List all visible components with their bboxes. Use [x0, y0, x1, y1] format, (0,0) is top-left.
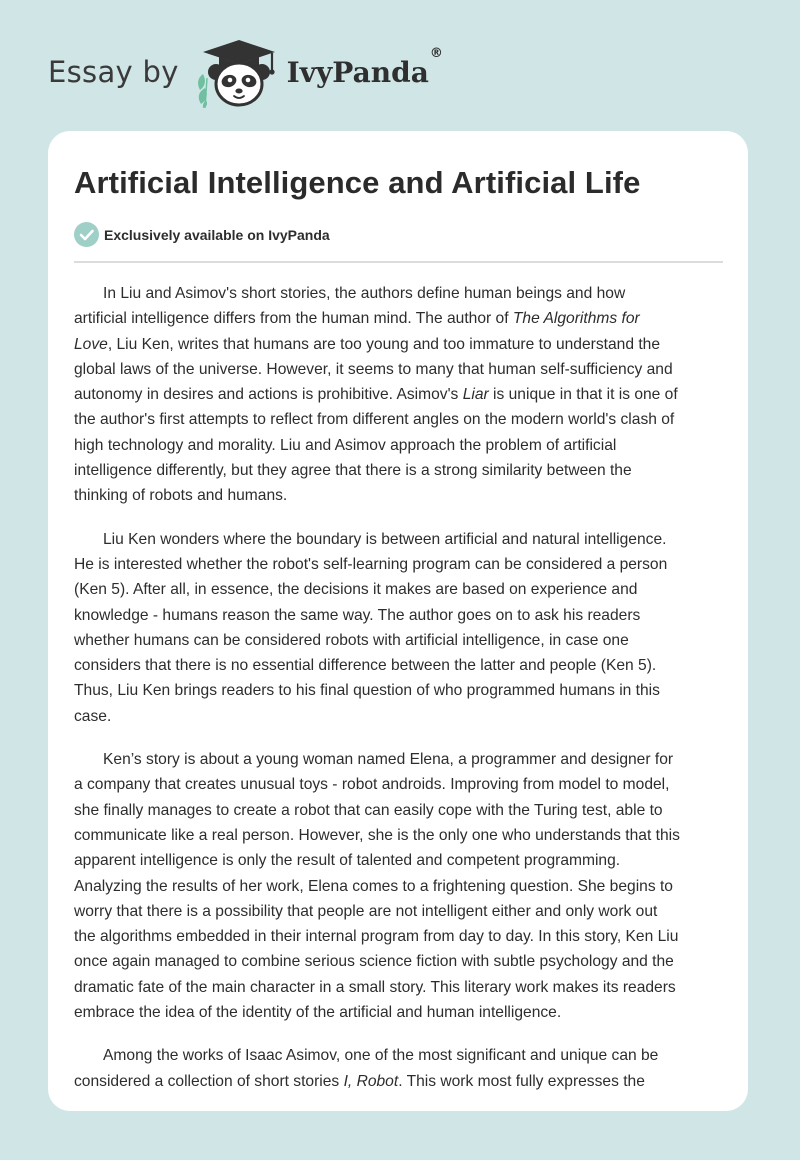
- text-run: considers that there is no essential difference between the latter and people (Ken 5).: [74, 657, 657, 675]
- paragraph-line: [74, 678, 729, 703]
- italic-title: The Algorithms for: [512, 310, 640, 328]
- text-run: knowledge - humans reason the same way. The author goes on to ask his readers: [74, 606, 641, 624]
- essay-paragraph: [74, 1043, 729, 1094]
- text-run: considered a collection of short stories: [74, 1072, 344, 1090]
- text-run: a company that creates unusual toys - robot androids. Improving from model to model,: [74, 776, 670, 794]
- paragraph-line: [74, 407, 729, 432]
- paragraph-line: [74, 1043, 729, 1068]
- essay-paragraph: [74, 281, 729, 509]
- paragraph-line: [74, 747, 729, 772]
- paragraph-line: [74, 281, 729, 306]
- text-run: autonomy in desires and actions is prohibitive. Asimov's: [74, 386, 463, 404]
- italic-title: Liar: [462, 386, 489, 404]
- essay-paragraph: [74, 527, 729, 729]
- paragraph-line: [74, 483, 729, 508]
- text-run: is unique in that it is one of: [488, 386, 678, 404]
- registered-mark: ®: [429, 45, 443, 61]
- italic-title: I, Robot: [343, 1072, 399, 1090]
- paragraph-line: [74, 433, 729, 458]
- text-run: Thus, Liu Ken brings readers to his final question of who programmed humans in this: [74, 682, 660, 700]
- text-run: , Liu Ken, writes that humans are too young and too immature to understand the: [107, 335, 661, 353]
- paragraph-line: [74, 704, 729, 729]
- text-run: case.: [74, 707, 112, 725]
- paragraph-line: [74, 848, 729, 873]
- essay-paragraph: [74, 747, 729, 1025]
- paragraph-line: [74, 653, 729, 678]
- text-run: He is interested whether the robot's self-learning program can be considered a person: [74, 555, 668, 573]
- paragraph-line: [74, 603, 729, 628]
- essay-title: Artificial Intelligence and Artificial Life: [74, 165, 641, 200]
- text-run: high technology and morality. Liu and Asimov approach the problem of artificial: [74, 436, 617, 454]
- text-run: apparent intelligence is only the result of talented and competent programming.: [74, 852, 621, 870]
- paragraph-line: [74, 357, 729, 382]
- text-run: dramatic fate of the main character in a small story. This literary work makes its readers: [74, 978, 676, 996]
- text-run: Among the works of Isaac Asimov, one of the most significant and unique can be: [103, 1047, 659, 1065]
- brand-name-text: IvyPanda: [286, 55, 429, 89]
- essay-body: [74, 281, 729, 1111]
- italic-title: Love: [74, 335, 108, 353]
- text-run: whether humans can be considered robots with artificial intelligence, in case one: [74, 631, 629, 649]
- paragraph-line: [74, 577, 729, 602]
- paragraph-line: [74, 1069, 729, 1094]
- paragraph-line: [74, 949, 729, 974]
- paragraph-line: [74, 823, 729, 848]
- exclusive-badge: [74, 222, 330, 247]
- text-run: worry that there is a possibility that people are not intelligent either and only work out: [74, 902, 658, 920]
- text-run: global laws of the universe. However, it seems to many that human self-sufficiency and: [74, 360, 673, 378]
- paragraph-line: [74, 527, 729, 552]
- paragraph-line: [74, 798, 729, 823]
- text-run: communicate like a real person. However, she is the only one who understands that this: [74, 826, 680, 844]
- paragraph-line: [74, 552, 729, 577]
- paragraph-line: [74, 772, 729, 797]
- brand-name: [286, 45, 443, 89]
- text-run: embrace the idea of the identity of the artificial and human intelligence.: [74, 1004, 562, 1022]
- badge-text: Exclusively available on IvyPanda: [104, 226, 330, 243]
- text-run: In Liu and Asimov's short stories, the authors define human beings and how: [103, 285, 626, 302]
- paragraph-line: [74, 1000, 729, 1025]
- text-run: intelligence differently, but they agree that there is a strong similarity between the: [74, 462, 632, 480]
- panda-graduate-icon: [193, 36, 285, 108]
- essay-card: [48, 131, 748, 1111]
- paragraph-line: [74, 975, 729, 1000]
- text-run: once again managed to combine serious science fiction with subtle psychology and the: [74, 953, 674, 971]
- paragraph-line: [74, 628, 729, 653]
- check-icon: [74, 222, 99, 247]
- text-run: Ken’s story is about a young woman named Elena, a programmer and designer for: [103, 751, 674, 769]
- text-run: Analyzing the results of her work, Elena comes to a frightening question. She begins to: [74, 877, 673, 895]
- paragraph-line: [74, 924, 729, 949]
- brand-header[interactable]: [48, 36, 443, 108]
- brand-prefix: Essay by: [48, 55, 179, 89]
- paragraph-line: [74, 306, 729, 331]
- title-divider: [74, 261, 723, 263]
- text-run: thinking of robots and humans.: [74, 487, 288, 505]
- paragraph-line: [74, 899, 729, 924]
- paragraph-line: [74, 332, 729, 357]
- paragraph-line: [74, 458, 729, 483]
- text-run: the author's first attempts to reflect from different angles on the modern world's clash of: [74, 411, 675, 429]
- text-run: artificial intelligence differs from the human mind. The author of: [74, 310, 513, 328]
- text-run: Liu Ken wonders where the boundary is between artificial and natural intelligence.: [103, 530, 667, 548]
- paragraph-line: [74, 874, 729, 899]
- text-run: . This work most fully expresses the: [398, 1072, 645, 1090]
- text-run: the algorithms embedded in their internal program from day to day. In this story, Ken Liu: [74, 928, 679, 946]
- text-run: (Ken 5). After all, in essence, the decisions it makes are based on experience and: [74, 581, 638, 599]
- text-run: she finally manages to create a robot that can easily cope with the Turing test, able to: [74, 801, 663, 819]
- paragraph-line: [74, 382, 729, 407]
